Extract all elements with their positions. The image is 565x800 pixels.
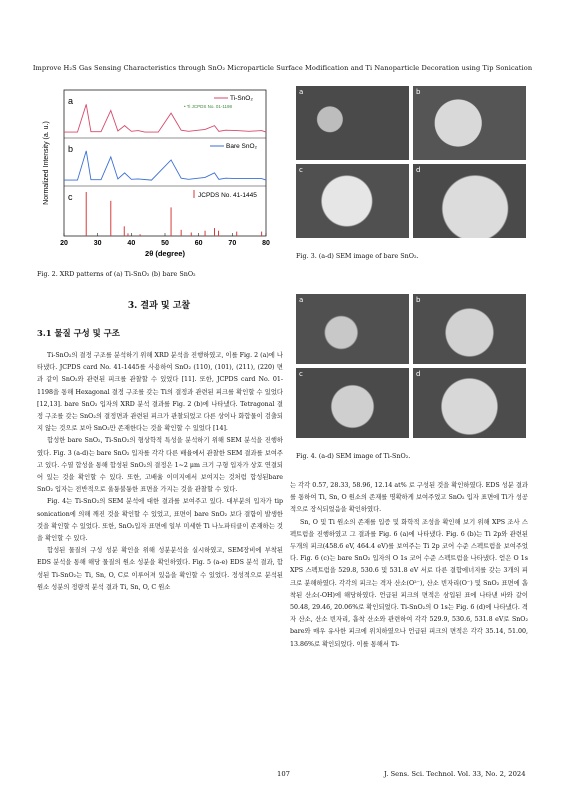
sem-image (413, 368, 526, 438)
paragraph: Sn, O 및 Ti 원소의 존재를 입증 및 화학적 조성을 확인해 보기 위해 XPS 조사 스펙트럼을 진행하였고 그 결과를 Fig. 6 (a)에 나타냈다. Fig. 6 (b)는 Ti 2p와 관련된 두개의 피크(458.6 eV, 464.4 eV)를 보여주는 Ti 2p 코어 수준 스펙트럼을 보여주었다. Fig. 6 (c)는 bare SnO₂ 입자의 O 1s 코어 수준 스펙트럼을 나타냈다. 얻은 O 1s XPS 스펙트럼을 529.8, 530.6 및 531.8 eV 서로 다른 결합에너지를 갖는 3개의 피크로 분해하였다. 각각의 피크는 격자 산소(O²⁻), 산소 빈자리(O⁻) 및 SnO₂ 표면에 흡착된 산소(-OH)에 해당하였다. 언급된 피크의 면적은 삼입된 표에 나타낸 바와 같이 50.48, 29.46, 20.06%로 확인되었다. Ti-SnO₂의 O 1s는 Fig. 6 (d)에 나타냈다. 격자 산소, 산소 빈자리, 흡착 산소와 관련하여 각각 529.9, 530.6, 531.8 eV로 SnO₂ bare와 매우 유사한 피크에 위치하였으나 언급된 피크의 면적은 각각 35.14, 51.00, 13.86%로 확인되었다. 이를 통해서 Ti- (290, 518, 528, 648)
paragraph: Fig. 4는 Ti-SnO₂의 SEM 분석에 대한 결과를 보여주고 있다. 대부분의 입자가 tip sonication에 의해 깨진 것을 확인할 수 있었고, 표면이 bare SnO₂ 보다 결함이 발생한 것을 확인할 수 있었다. 또한, SnO₂입자 표면에 일부 미세한 Ti 나노파티클이 존재하는 것을 확인할 수 있다. (37, 498, 283, 543)
legend-bare-sno2: Bare SnO₂ (226, 143, 258, 150)
panel-label: a (299, 296, 304, 304)
sem-image (296, 86, 409, 160)
sem-image (296, 164, 409, 238)
panel-label-a: a (68, 96, 74, 106)
sem-image (413, 86, 526, 160)
figure-2-xrd (34, 84, 284, 259)
x-tick-label: 70 (228, 240, 237, 247)
panel-label: d (416, 166, 421, 174)
figure-2-caption: Fig. 2. XRD patterns of (a) Ti-SnO₂ (b) bare SnO₂ (37, 270, 196, 278)
subsection-title: 3.1 물질 구성 및 구조 (37, 328, 120, 338)
figure-4-sem (296, 294, 526, 438)
series-line-ti-sno2 (64, 104, 266, 132)
legend-jcpds: JCPDS No. 41-1445 (198, 192, 257, 199)
paragraph: 는 각각 0.57, 28.33, 58.96, 12.14 at% 로 구성된 것을 확인하였다. EDS 성분 결과를 통하여 Ti, Sn, O 원소의 존재를 명확하게 보여주었고 SnO₂ 입자 표면에 Ti가 성공적으로 장식되었음을 확인하였다. (290, 482, 528, 514)
panel-label: d (416, 370, 421, 378)
x-tick-label: 80 (262, 240, 270, 247)
panel-label-c: c (68, 192, 73, 202)
running-title: Improve H₂S Gas Sensing Characteristics through SnO₂ Microparticle Surface Modification and Ti Nanoparticle Decoration using Tip Sonication (32, 64, 533, 72)
paragraph: 합성한 bare SnO₂, Ti-SnO₂의 형상학적 특성을 분석하기 위해 SEM 분석을 진행하였다. Fig. 3 (a-d)는 bare SnO₂ 입자를 각각 다른 배율에서 관찰한 SEM 결과를 보여주고 있다. 수열 합성을 통해 합성된 SnO₂의 결정은 1~2 μm 크기 구형 입자가 상호 연결되어 있는 것을 확인할 수 있다. 또한, 고배율 이미지에서 보여지는 것처럼 합성된bare SnO₂ 입자는 전반적으로 울퉁불퉁한 표면을 가지는 것을 관찰할 수 있다. (37, 437, 283, 494)
panel-label: a (299, 88, 304, 96)
x-axis-label: 2θ (degree) (145, 249, 185, 258)
page-number: 107 (277, 770, 290, 778)
panel-label: c (299, 166, 303, 174)
x-tick-label: 40 (127, 240, 136, 247)
x-tick-label: 50 (161, 240, 169, 247)
paragraph: 합성된 물질의 구성 성분 확인을 위해 성분분석을 실시하였고, SEM장비에 부착된 EDS 분석을 통해 해당 물질의 원소 성분을 확인하였다. Fig. 5 (a-e) EDS 분석 결과, 합성된 Ti-SnO₂는 Ti, Sn, O, C로 이루어져 있음을 확인할 수 있었다. 정성적으로 분석된 원소 성분의 정량적 분석 결과 Ti, Sn, O, C 원소 (37, 547, 283, 591)
legend-ti-jcpds: • Ti JCPDS No. 01-1198 (184, 104, 233, 109)
series-line-bare-sno2 (64, 151, 266, 180)
plot-frame (64, 90, 266, 236)
section-title: 3. 결과 및 고찰 (127, 301, 191, 311)
figure-4-caption: Fig. 4. (a-d) SEM image of Ti-SnO₂. (296, 452, 411, 460)
xrd-chart (34, 84, 284, 259)
x-tick-label: 60 (194, 240, 203, 247)
x-tick-label: 20 (60, 240, 68, 247)
panel-label: b (416, 296, 421, 304)
figure-3-sem (296, 86, 526, 238)
sem-image (296, 294, 409, 364)
sem-image (413, 294, 526, 364)
x-tick-label: 30 (93, 240, 102, 247)
y-axis-label: Normalized Intensity (a. u.) (43, 121, 50, 205)
right-column (290, 480, 528, 651)
panel-label: b (416, 88, 421, 96)
panel-label-b: b (68, 144, 74, 154)
figure-3-caption: Fig. 3. (a-d) SEM image of bare SnO₂. (296, 252, 419, 260)
panel-label: c (299, 370, 303, 378)
sem-image (296, 368, 409, 438)
paragraph: Ti-SnO₂의 결정 구조를 분석하기 위해 XRD 분석을 진행하였고, 이를 Fig. 2 (a)에 나타냈다. JCPDS card No. 41-1445를 사용하여 SnO₂ (110), (101), (211), (220) 면과 같이 SnO₂와 관련된 피크를 관찰할 수 있었다 [11]. 또한, JCPDS card No. 01-1198을 통해 Hexagonal 결정 구조를 갖는 Ti의 결정과 관련된 피크를 확인할 수 있었다 [12,13]. bare SnO₂ 입자의 XRD 분석 결과를 Fig. 2 (b)에 나타냈다. Tetragonal 결정 구조를 갖는 SnO₂의 결정면과 관련된 피크가 관찰되었고 다른 상이나 화합물이 검출되지 않는 것으로 보아 SnO₂만 존재한다는 것을 확인할 수 있었다 [14]. (37, 352, 283, 433)
legend-ti-sno2: Ti-SnO₂ (230, 95, 253, 102)
journal-citation: J. Sens. Sci. Technol. Vol. 33, No. 2, 2024 (384, 770, 526, 778)
sem-image (413, 164, 526, 238)
left-column (37, 350, 283, 594)
